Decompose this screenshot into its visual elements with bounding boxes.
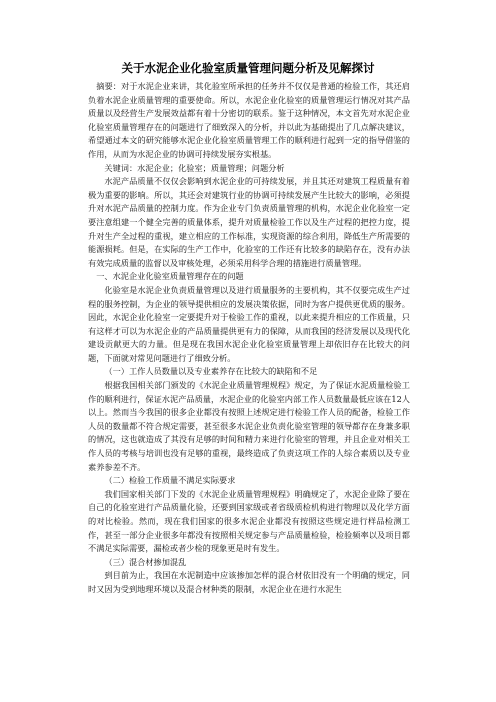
keywords-paragraph: 关键词：水泥企业；化验室；质量管理；问题分析 [104,162,285,173]
document-body [88,80,410,597]
body-paragraph: 水泥产品质量不仅仅会影响到水泥企业的可持续发展，并且其还对建筑工程质量有着极为重要的影响。所以，其还会对建筑行业的协调可持续发展产生比较大的影响，必须提升对水泥产品质量的控制力度。作为企业专门负责质量管理的机构，水泥企业化验室一定要注意组建一个健全完善的质量体系，提升对质量检验工作以及生产过程的把控力度，提升对生产全过程的重视，建立相应的工作标准，实现资源的综合利用，降低生产所需要的能源损耗。但是，在实际的生产工作中，化验室的工作还有比较多的缺陷存在，没有办法有效完成质量的监督以及审核处理，必须采用科学合理的措施进行质量管理。 [88,176,410,268]
section-heading: 一、水泥企业化验室质量管理存在的问题 [96,271,244,282]
subsection-heading: （一）工作人员数量以及专业素养存在比较大的缺陷和不足 [104,366,318,377]
body-paragraph: 到目前为止，我国在水泥制造中应该掺加怎样的混合材依旧没有一个明确的规定，同时又因为受到地理环境以及混合材种类的限制，水泥企业在进行水泥生 [88,570,410,594]
subsection-heading: （二）检验工作质量不满足实际要求 [104,475,236,486]
body-paragraph: 化验室是水泥企业负责质量管理以及进行质量服务的主要机构，其不仅要完成生产过程的服务控制，为企业的领导提供相应的发展决策依据，同时为客户提供更优质的服务。因此，水泥企业化验室一定要提升对于检验工作的重视，以此来提升相应的工作质量，只有这样才可以为水泥企业的产品质量提供更有力的保障，从而我国的经济发展以及现代化建设贡献更大的力量。但是现在我国水泥企业化验室质量管理上却依旧存在比较大的问题，下面就对常见问题进行了细致分析。 [88,284,410,363]
body-paragraph: 我们国家相关部门下发的《水泥企业质量管理规程》明确规定了，水泥企业除了要在自己的化验室进行产品质量化验，还要到国家级或者省级质检机构进行物理以及化学方面的对比检验。然而，现在我们国家的很多水泥企业都没有按照这些规定进行样品检测工作，甚至一部分企业很多年都没有按照相关规定参与产品质量检验，检验频率以及项目都不满足实际需要，漏检或者少检的现象更是时有发生。 [88,488,410,554]
subsection-heading: （三）混合材掺加混乱 [104,556,187,567]
document-title: 关于水泥企业化验室质量管理问题分析及见解探讨 [121,61,375,75]
body-paragraph: 根据我国相关部门颁发的《水泥企业质量管理规程》规定，为了保证水泥质量检验工作的顺利进行，保证水泥产品质量，水泥企业的化验室内部工作人员数量最低应该在12人以上。然而当今我国的很多企业都没有按照上述规定进行检验工作人员的配备，检验工作人员的数量都不符合规定需要，甚至很多水泥企业负责化验室管理的领导都存在身兼多职的情况，这也就造成了其没有足够的时间和精力来进行化验室的管理，并且企业对相关工作人员的考核与培训也没有足够的重视，最终造成了负责这项工作的人综合素质以及专业素养参差不齐。 [88,380,410,472]
abstract-paragraph: 摘要：对于水泥企业来讲，其化验室所承担的任务并不仅仅是普通的检验工作，其还肩负着水泥企业质量管理的重要使命。所以，水泥企业化验室的质量管理运行情况对其产品质量以及经营生产发展效益都有着十分密切的联系。鉴于这种情况，本文首先对水泥企业化验室质量管理存在的问题进行了细致深入的分析，并以此为基础提出了几点解决建议，希望通过本文的研究能够水泥企业化验室质量管理工作的顺利进行起到一定的指导借鉴的作用，从而为水泥企业的协调可持续发展夯实根基。 [88,81,410,159]
